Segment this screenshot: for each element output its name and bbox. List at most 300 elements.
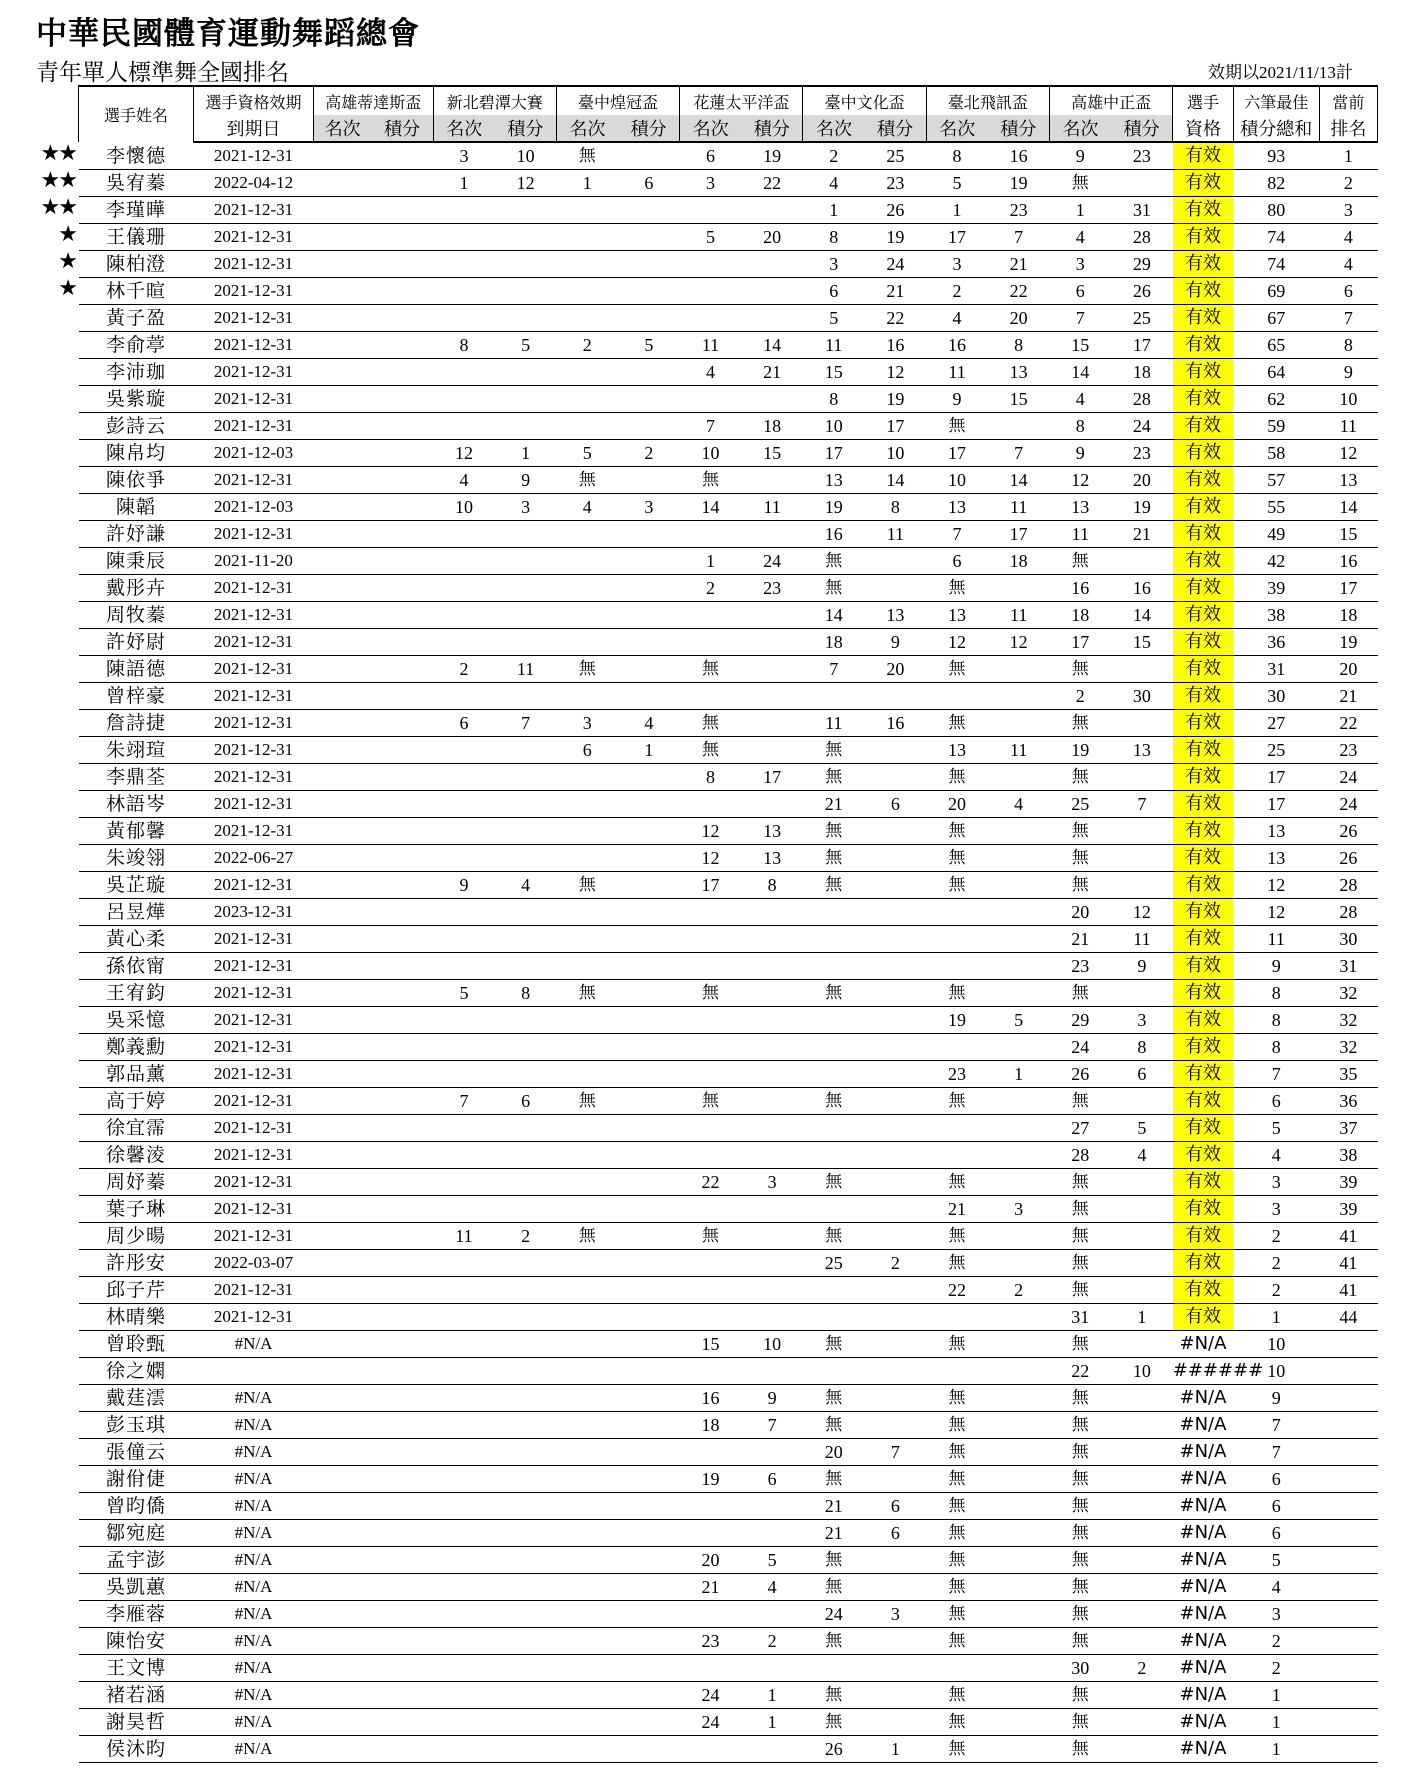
competition-rank: 無 (1049, 872, 1111, 899)
competition-points (988, 1331, 1050, 1358)
table-row (79, 1358, 1378, 1385)
best6-total: 2 (1233, 1250, 1319, 1277)
competition-points: 1 (495, 440, 557, 467)
competition-rank (556, 1304, 618, 1331)
player-name: 曾聆甄 (79, 1331, 194, 1358)
competition-points (495, 683, 557, 710)
competition-points (372, 1277, 434, 1304)
player-status: 有效 (1173, 1061, 1233, 1088)
header-expiry-date: 到期日 (194, 115, 314, 142)
player-status: 有效 (1173, 1277, 1233, 1304)
best6-total: 4 (1233, 1574, 1319, 1601)
competition-rank (556, 791, 618, 818)
competition-points (618, 548, 680, 575)
competition-rank: 20 (926, 791, 988, 818)
competition-rank (556, 1169, 618, 1196)
competition-points (372, 386, 434, 413)
competition-rank: 22 (680, 1169, 742, 1196)
competition-rank (556, 413, 618, 440)
header-eligibility: 選手資格效期 (194, 86, 314, 115)
current-rank: 3 (1319, 197, 1377, 224)
competition-rank: 13 (926, 494, 988, 521)
competition-rank: 21 (803, 1520, 865, 1547)
competition-points: 24 (865, 251, 927, 278)
competition-points (988, 1655, 1050, 1682)
competition-points (372, 440, 434, 467)
competition-points (495, 1736, 557, 1763)
table-row (79, 251, 1378, 278)
competition-rank: 無 (803, 1331, 865, 1358)
competition-points (865, 1034, 927, 1061)
competition-rank: 無 (926, 818, 988, 845)
competition-rank (313, 359, 371, 386)
competition-points (865, 1007, 927, 1034)
competition-rank (313, 1655, 371, 1682)
player-status: 有效 (1173, 305, 1233, 332)
player-status: 有效 (1173, 602, 1233, 629)
competition-points: 19 (741, 142, 803, 170)
competition-points (1111, 1574, 1173, 1601)
competition-points: 8 (495, 980, 557, 1007)
competition-points: 11 (988, 737, 1050, 764)
header-competition: 高雄中正盃 (1049, 86, 1172, 115)
player-name: 吳紫璇 (79, 386, 194, 413)
star-marker (28, 1544, 76, 1571)
competition-points (372, 1358, 434, 1385)
competition-points (988, 1088, 1050, 1115)
competition-points (618, 1682, 680, 1709)
competition-points (988, 1520, 1050, 1547)
expiry-date: 2021-12-31 (194, 683, 314, 710)
expiry-date: 2021-12-31 (194, 224, 314, 251)
competition-rank: 無 (680, 980, 742, 1007)
competition-points: 31 (1111, 197, 1173, 224)
competition-rank (313, 1466, 371, 1493)
current-rank: 7 (1319, 305, 1377, 332)
best6-total: 5 (1233, 1547, 1319, 1574)
competition-points: 12 (865, 359, 927, 386)
best6-total: 2 (1233, 1277, 1319, 1304)
current-rank: 31 (1319, 953, 1377, 980)
competition-rank: 無 (803, 764, 865, 791)
expiry-date: #N/A (194, 1493, 314, 1520)
best6-total: 4 (1233, 1142, 1319, 1169)
competition-rank: 15 (680, 1331, 742, 1358)
competition-points (618, 1385, 680, 1412)
competition-points: 2 (1111, 1655, 1173, 1682)
competition-points: 20 (988, 305, 1050, 332)
competition-rank (313, 1601, 371, 1628)
star-marker (28, 1274, 76, 1301)
competition-points: 9 (865, 629, 927, 656)
competition-points (495, 629, 557, 656)
competition-rank (803, 1061, 865, 1088)
expiry-date: 2021-12-31 (194, 1088, 314, 1115)
table-row (79, 278, 1378, 305)
competition-rank: 11 (803, 710, 865, 737)
competition-points: 4 (741, 1574, 803, 1601)
competition-points (1111, 1331, 1173, 1358)
competition-points (865, 1466, 927, 1493)
table-row (79, 764, 1378, 791)
competition-points: 13 (865, 602, 927, 629)
player-status: 有效 (1173, 1304, 1233, 1331)
competition-points: 10 (495, 142, 557, 170)
competition-points: 11 (865, 521, 927, 548)
competition-points (372, 1682, 434, 1709)
competition-points: 11 (495, 656, 557, 683)
competition-rank: 無 (1049, 656, 1111, 683)
competition-points: 22 (865, 305, 927, 332)
competition-points: 15 (988, 386, 1050, 413)
table-row (79, 872, 1378, 899)
current-rank: 28 (1319, 899, 1377, 926)
page-subtitle: 青年單人標準舞全國排名 (36, 60, 289, 86)
current-rank: 39 (1319, 1169, 1377, 1196)
competition-rank: 29 (1049, 1007, 1111, 1034)
current-rank (1319, 1655, 1377, 1682)
table-row (79, 413, 1378, 440)
competition-points: 15 (1111, 629, 1173, 656)
competition-rank (556, 575, 618, 602)
competition-rank: 無 (1049, 1088, 1111, 1115)
competition-rank: 無 (926, 1439, 988, 1466)
competition-rank: 18 (1049, 602, 1111, 629)
competition-rank: 無 (556, 142, 618, 170)
competition-points (618, 1493, 680, 1520)
star-marker (28, 788, 76, 815)
competition-rank (433, 305, 495, 332)
competition-points (372, 1169, 434, 1196)
competition-rank (803, 1304, 865, 1331)
current-rank: 9 (1319, 359, 1377, 386)
competition-points (1111, 170, 1173, 197)
competition-points (618, 1736, 680, 1763)
competition-points: 2 (618, 440, 680, 467)
competition-rank (433, 764, 495, 791)
player-name: 李懷德 (79, 142, 194, 170)
player-status: #N/A (1173, 1412, 1233, 1439)
competition-points (988, 413, 1050, 440)
table-row (79, 548, 1378, 575)
competition-points: 2 (988, 1277, 1050, 1304)
best6-total: 3 (1233, 1601, 1319, 1628)
competition-points (372, 359, 434, 386)
star-marker: ★★ (40, 141, 76, 166)
competition-points: 24 (741, 548, 803, 575)
competition-points (618, 386, 680, 413)
best6-total: 17 (1233, 764, 1319, 791)
competition-rank: 24 (680, 1682, 742, 1709)
competition-rank (433, 1493, 495, 1520)
current-rank: 44 (1319, 1304, 1377, 1331)
competition-rank: 無 (1049, 818, 1111, 845)
competition-points (865, 575, 927, 602)
expiry-date: 2021-12-31 (194, 602, 314, 629)
competition-rank (433, 1736, 495, 1763)
current-rank: 16 (1319, 548, 1377, 575)
player-status: 有效 (1173, 251, 1233, 278)
competition-points (495, 251, 557, 278)
competition-rank (926, 1142, 988, 1169)
table-row (79, 521, 1378, 548)
best6-total: 9 (1233, 1385, 1319, 1412)
competition-rank (556, 1142, 618, 1169)
competition-points: 19 (988, 170, 1050, 197)
competition-points (988, 1574, 1050, 1601)
star-marker: ★ (58, 249, 76, 274)
competition-points: 5 (1111, 1115, 1173, 1142)
competition-rank: 14 (680, 494, 742, 521)
competition-points: 11 (1111, 926, 1173, 953)
competition-points (741, 1358, 803, 1385)
competition-points (741, 1088, 803, 1115)
competition-rank: 無 (1049, 548, 1111, 575)
competition-rank (556, 1115, 618, 1142)
player-name: 陳帛均 (79, 440, 194, 467)
player-name: 孟宇澎 (79, 1547, 194, 1574)
competition-points: 21 (741, 359, 803, 386)
star-marker (28, 1031, 76, 1058)
star-marker (28, 1517, 76, 1544)
competition-points (495, 1250, 557, 1277)
expiry-date: #N/A (194, 1466, 314, 1493)
competition-points (741, 305, 803, 332)
competition-rank: 12 (680, 845, 742, 872)
competition-points (865, 764, 927, 791)
header-points: 積分 (741, 115, 803, 142)
table-row (79, 142, 1378, 170)
player-status: 有效 (1173, 710, 1233, 737)
competition-rank (680, 1142, 742, 1169)
competition-rank (433, 1520, 495, 1547)
expiry-date: #N/A (194, 1709, 314, 1736)
star-marker (28, 680, 76, 707)
current-rank: 23 (1319, 737, 1377, 764)
competition-points: 19 (1111, 494, 1173, 521)
competition-rank (680, 1439, 742, 1466)
star-marker (28, 950, 76, 977)
player-status: 有效 (1173, 872, 1233, 899)
competition-rank (556, 602, 618, 629)
player-name: 黃心柔 (79, 926, 194, 953)
player-status: 有效 (1173, 1088, 1233, 1115)
current-rank: 13 (1319, 467, 1377, 494)
expiry-date: 2021-12-31 (194, 1304, 314, 1331)
competition-rank (556, 1520, 618, 1547)
competition-rank: 6 (680, 142, 742, 170)
competition-points (372, 413, 434, 440)
competition-points (618, 224, 680, 251)
expiry-date: 2021-12-31 (194, 1115, 314, 1142)
expiry-date: 2021-12-31 (194, 1196, 314, 1223)
expiry-date: 2021-12-31 (194, 629, 314, 656)
best6-total: 67 (1233, 305, 1319, 332)
competition-points (988, 1358, 1050, 1385)
competition-points: 20 (741, 224, 803, 251)
table-row (79, 197, 1378, 224)
competition-rank (680, 1304, 742, 1331)
competition-rank: 4 (803, 170, 865, 197)
competition-points (372, 953, 434, 980)
best6-total: 58 (1233, 440, 1319, 467)
competition-points (741, 899, 803, 926)
player-status: #N/A (1173, 1331, 1233, 1358)
star-marker (28, 1301, 76, 1328)
star-marker (28, 626, 76, 653)
competition-rank: 6 (926, 548, 988, 575)
competition-rank: 8 (1049, 413, 1111, 440)
competition-rank (313, 1682, 371, 1709)
competition-rank: 22 (926, 1277, 988, 1304)
page-title: 中華民國體育運動舞蹈總會 (36, 16, 420, 52)
expiry-date: 2021-12-31 (194, 1277, 314, 1304)
best6-total: 11 (1233, 926, 1319, 953)
competition-points: 22 (988, 278, 1050, 305)
competition-rank (433, 575, 495, 602)
competition-rank: 無 (556, 872, 618, 899)
competition-rank (313, 980, 371, 1007)
star-marker (28, 1112, 76, 1139)
competition-rank: 無 (926, 1736, 988, 1763)
player-name: 謝昊哲 (79, 1709, 194, 1736)
competition-rank (313, 629, 371, 656)
star-marker: ★★ (40, 195, 76, 220)
player-name: 詹詩捷 (79, 710, 194, 737)
competition-rank: 14 (1049, 359, 1111, 386)
competition-rank (556, 251, 618, 278)
expiry-date: 2021-12-31 (194, 926, 314, 953)
competition-rank (926, 953, 988, 980)
competition-points (495, 1034, 557, 1061)
best6-total: 9 (1233, 953, 1319, 980)
competition-rank: 無 (1049, 1709, 1111, 1736)
table-row (79, 224, 1378, 251)
current-rank: 14 (1319, 494, 1377, 521)
competition-rank: 11 (926, 359, 988, 386)
competition-points (495, 1304, 557, 1331)
star-marker (28, 1733, 76, 1760)
competition-rank (680, 1493, 742, 1520)
competition-points (1111, 1277, 1173, 1304)
competition-rank: 無 (803, 1709, 865, 1736)
competition-rank (926, 926, 988, 953)
player-status: 有效 (1173, 656, 1233, 683)
competition-rank (313, 548, 371, 575)
table-row (79, 845, 1378, 872)
competition-rank: 3 (433, 142, 495, 170)
current-rank: 2 (1319, 170, 1377, 197)
competition-points (495, 845, 557, 872)
competition-rank: 16 (926, 332, 988, 359)
competition-rank: 9 (433, 872, 495, 899)
competition-rank (313, 494, 371, 521)
star-marker (28, 1355, 76, 1382)
competition-rank: 無 (803, 980, 865, 1007)
table-row (79, 1601, 1378, 1628)
competition-rank: 5 (926, 170, 988, 197)
competition-rank (433, 1466, 495, 1493)
competition-rank: 7 (680, 413, 742, 440)
table-row (79, 1250, 1378, 1277)
competition-rank (433, 278, 495, 305)
competition-rank (313, 521, 371, 548)
competition-rank (313, 1385, 371, 1412)
competition-points (495, 197, 557, 224)
competition-rank: 無 (926, 1601, 988, 1628)
competition-points (988, 656, 1050, 683)
competition-rank (556, 1466, 618, 1493)
competition-rank: 無 (1049, 1277, 1111, 1304)
competition-points (372, 1547, 434, 1574)
star-marker (28, 1139, 76, 1166)
competition-points (372, 494, 434, 521)
player-status: 有效 (1173, 791, 1233, 818)
competition-points (372, 332, 434, 359)
player-status: 有效 (1173, 899, 1233, 926)
competition-points (372, 1007, 434, 1034)
player-name: 侯沐昀 (79, 1736, 194, 1763)
competition-points (618, 413, 680, 440)
competition-rank: 無 (926, 1466, 988, 1493)
expiry-date: 2021-12-31 (194, 386, 314, 413)
current-rank (1319, 1628, 1377, 1655)
competition-rank (680, 1250, 742, 1277)
expiry-date: 2021-12-31 (194, 953, 314, 980)
best6-total: 5 (1233, 1115, 1319, 1142)
competition-points (495, 1466, 557, 1493)
competition-rank (680, 305, 742, 332)
player-status: 有效 (1173, 683, 1233, 710)
competition-points (741, 1304, 803, 1331)
expiry-date: 2021-12-31 (194, 413, 314, 440)
current-rank (1319, 1547, 1377, 1574)
competition-points (618, 467, 680, 494)
competition-rank (556, 1601, 618, 1628)
competition-rank: 無 (926, 710, 988, 737)
competition-rank (433, 953, 495, 980)
competition-rank: 12 (680, 818, 742, 845)
current-rank: 4 (1319, 251, 1377, 278)
competition-rank: 31 (1049, 1304, 1111, 1331)
competition-rank: 無 (926, 872, 988, 899)
competition-rank: 16 (680, 1385, 742, 1412)
competition-rank (680, 1034, 742, 1061)
competition-rank (313, 1358, 371, 1385)
current-rank: 21 (1319, 683, 1377, 710)
competition-points: 4 (988, 791, 1050, 818)
competition-rank: 無 (1049, 1331, 1111, 1358)
competition-points: 16 (865, 332, 927, 359)
star-marker (28, 707, 76, 734)
competition-rank (313, 683, 371, 710)
competition-rank (803, 926, 865, 953)
star-marker (28, 356, 76, 383)
competition-points (1111, 1088, 1173, 1115)
competition-points (618, 1574, 680, 1601)
competition-rank (313, 305, 371, 332)
competition-rank: 4 (433, 467, 495, 494)
competition-points (618, 872, 680, 899)
competition-points: 14 (865, 467, 927, 494)
competition-points (372, 1574, 434, 1601)
best6-total: 6 (1233, 1493, 1319, 1520)
player-name: 林語岑 (79, 791, 194, 818)
competition-points (618, 1115, 680, 1142)
table-row (79, 980, 1378, 1007)
competition-rank: 10 (433, 494, 495, 521)
competition-points (372, 1115, 434, 1142)
